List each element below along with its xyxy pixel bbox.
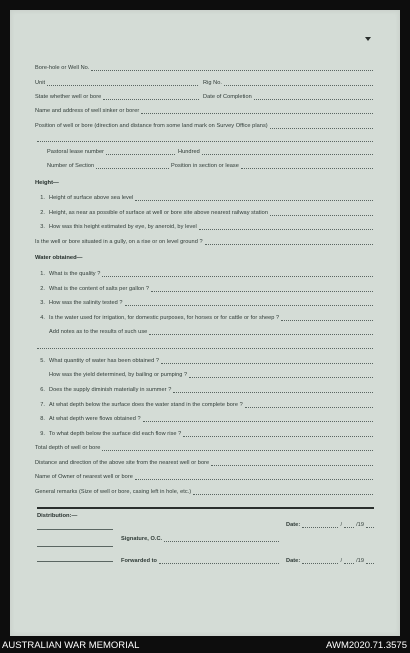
field-bore-no: Bore-hole or Well No.	[35, 62, 375, 72]
water-item-5b: How was the yield determined, by bailing or pumping ?	[35, 369, 375, 379]
forwarded-field: Forwarded to	[121, 555, 281, 565]
water-item-9: 9. To what depth below the surface did each flow rise ?	[35, 428, 375, 438]
height-item-2: 2. Height, as near as possible of surface at well or bore site above nearest railway station	[35, 207, 375, 217]
field-distance-direction: Distance and direction of the above site from the nearest well or bore	[35, 457, 375, 467]
height-heading: Height—	[35, 180, 59, 186]
water-item-4: 4. Is the water used for irrigation, for domestic purposes, for horses or for cattle or for sheep ?	[35, 312, 375, 322]
field-position-cont	[35, 133, 375, 143]
field-position-section: Position in section or lease	[171, 160, 375, 170]
field-hundred: Hundred	[178, 146, 375, 156]
date-field-2: Date: / /19	[286, 555, 376, 565]
field-owner: Name of Owner of nearest well or bore	[35, 471, 375, 481]
distribution-heading: Distribution:—	[37, 513, 78, 519]
height-item-3: 3. How was this height estimated by eye, by aneroid, by level	[35, 221, 375, 231]
footer-accession: AWM2020.71.3575	[326, 640, 407, 651]
field-unit: Unit	[35, 77, 200, 87]
date-field-1: Date: / /19	[286, 519, 376, 529]
distribution-line-3	[37, 561, 113, 562]
water-item-8: 8. At what depth were flows obtained ?	[35, 413, 375, 423]
water-heading: Water obtained—	[35, 255, 83, 261]
field-total-depth: Total depth of well or bore	[35, 442, 375, 452]
signature-field: Signature, O.C.	[121, 533, 281, 543]
water-add-notes: Add notes as to the results of such use	[35, 326, 375, 336]
water-item-3: 3. How was the salinity tested ?	[35, 297, 375, 307]
field-sinker: Name and address of well sinker or borer	[35, 105, 375, 115]
water-item-5: 5. What quantity of water has been obtained ?	[35, 355, 375, 365]
field-well-or-bore: State whether well or bore	[35, 91, 201, 101]
distribution-line-2	[37, 546, 113, 547]
field-pastoral-lease: Pastoral lease number	[47, 146, 177, 156]
field-general-remarks: General remarks (Size of well or bore, casing left in hole, etc.)	[35, 486, 375, 496]
water-notes-cont	[35, 340, 375, 350]
section-divider	[37, 507, 374, 509]
field-date-completion: Date of Completion	[203, 91, 375, 101]
corner-mark-icon	[365, 37, 371, 41]
field-rig-no: Rig No.	[203, 77, 375, 87]
distribution-line-1	[37, 529, 113, 530]
field-section-number: Number of Section	[47, 160, 171, 170]
water-item-7: 7. At what depth below the surface does the water stand in the complete bore ?	[35, 399, 375, 409]
footer-source: AUSTRALIAN WAR MEMORIAL	[2, 640, 140, 651]
water-item-6: 6. Does the supply diminish materially in summer ?	[35, 384, 375, 394]
field-position: Position of well or bore (direction and distance from some land mark on Survey Office plans)	[35, 120, 375, 130]
height-gully: Is the well or bore situated in a gully, on a rise or on level ground ?	[35, 236, 375, 246]
height-item-1: 1. Height of surface above sea level	[35, 192, 375, 202]
water-item-2: 2. What is the content of salts per gallon ?	[35, 283, 375, 293]
water-item-1: 1. What is the quality ?	[35, 268, 375, 278]
